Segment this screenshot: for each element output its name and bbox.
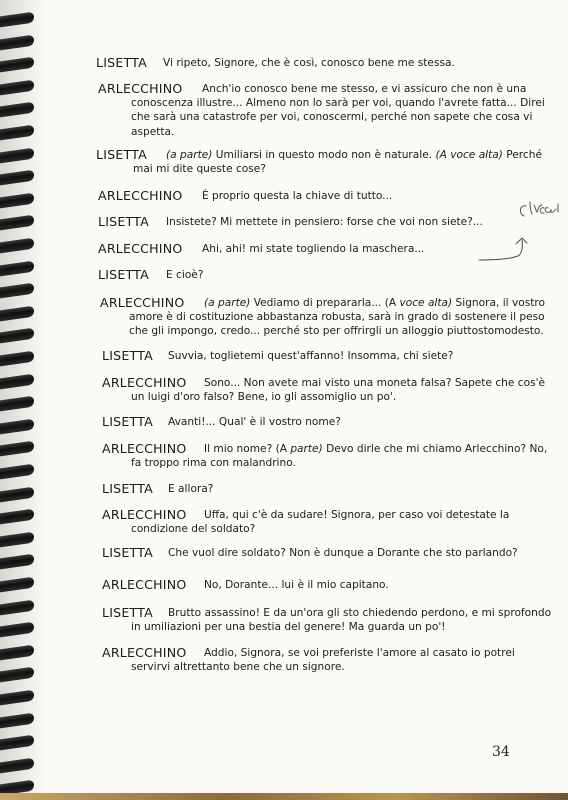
speaker-name: LISETTA — [102, 348, 153, 363]
dialogue-text: Brutto assassino! E da un'ora gli sto chiedendo perdono, e mi sprofondo — [168, 607, 552, 619]
dialogue-line — [166, 215, 483, 229]
speaker-name: ARLECCHINO — [102, 441, 187, 456]
dialogue-text: No, Dorante... lui è il mio capitano. — [204, 579, 389, 591]
stage-direction: voce alta) — [399, 297, 453, 309]
dialogue-line — [204, 376, 545, 390]
dialogue-line — [202, 82, 526, 96]
dialogue-text: Perché — [502, 149, 542, 161]
dialogue-line — [168, 415, 341, 429]
speaker-name: ARLECCHINO — [102, 507, 187, 522]
dialogue-line — [131, 522, 255, 536]
speaker-name: LISETTA — [102, 605, 153, 620]
dialogue-line — [168, 546, 518, 560]
dialogue-line — [204, 646, 515, 660]
stage-direction: (a parte) — [204, 297, 251, 309]
dialogue-line — [204, 508, 509, 522]
speaker-name: LISETTA — [96, 147, 147, 162]
dialogue-text: E allora? — [168, 483, 214, 495]
speaker-name: LISETTA — [102, 481, 153, 496]
dialogue-text: servirvi altrettanto bene che un signore. — [131, 661, 345, 674]
speaker-name: ARLECCHINO — [102, 645, 187, 660]
dialogue-text: Suvvia, toglietemi quest'affanno! Insomma, chi siete? — [168, 350, 454, 362]
dialogue-line — [131, 96, 545, 110]
dialogue-text: Insistete? Mi mettete in pensiero: forse che voi non siete?... — [166, 216, 483, 228]
table-edge — [0, 793, 568, 800]
dialogue-line — [166, 148, 542, 162]
stage-direction: (a parte) — [166, 149, 213, 161]
dialogue-text: Vi ripeto, Signore, che è così, conosco bene me stessa. — [163, 57, 455, 69]
dialogue-text: che sarà una catastrofe per voi, conoscermi, perché non sapete che cosa vi — [131, 111, 533, 124]
dialogue-text: È proprio questa la chiave di tutto... — [202, 190, 393, 202]
speaker-name: ARLECCHINO — [102, 375, 187, 390]
dialogue-text: Avanti!... Qual' è il vostro nome? — [168, 416, 341, 428]
speaker-name: LISETTA — [102, 414, 153, 429]
dialogue-line — [133, 162, 266, 176]
dialogue-text: condizione del soldato? — [131, 523, 256, 536]
dialogue-text: aspetta. — [131, 125, 175, 138]
dialogue-line — [131, 125, 174, 139]
dialogue-text: Anch'io conosco bene me stesso, e vi assicuro che non è una — [202, 83, 527, 95]
dialogue-text: Uffa, qui c'è da sudare! Signora, per caso voi detestate la — [204, 509, 510, 521]
speaker-name: LISETTA — [98, 267, 149, 282]
dialogue-line — [204, 296, 545, 310]
dialogue-line — [131, 620, 446, 634]
dialogue-text: Ahi, ahi! mi state togliendo la maschera... — [202, 243, 425, 255]
dialogue-text: in umiliazioni per una bestia del genere! Ma guarda un po'! — [131, 621, 446, 634]
dialogue-text: Sono... Non avete mai visto una moneta falsa? Sapete che cos'è — [204, 377, 546, 389]
dialogue-line — [131, 660, 345, 674]
dialogue-text: Vediamo di prepararla... (A — [250, 297, 400, 309]
speaker-name: LISETTA — [96, 55, 147, 70]
dialogue-line — [163, 56, 455, 70]
dialogue-text: Il mio nome? (A — [204, 443, 291, 455]
dialogue-line — [131, 456, 296, 470]
dialogue-text: conoscenza illustre... Almeno non lo sarà per voi, quando l'avrete fatta... Direi — [131, 97, 545, 110]
page-number: 34 — [492, 744, 510, 760]
dialogue-line — [202, 242, 424, 256]
dialogue-line — [204, 578, 389, 592]
dialogue-text: fa troppo rima con malandrino. — [131, 457, 296, 470]
dialogue-line — [131, 390, 396, 404]
dialogue-text: un luigi d'oro falso? Bene, io gli assomiglio un po'. — [131, 391, 397, 404]
handwritten-note — [474, 192, 568, 268]
speaker-name: LISETTA — [102, 545, 153, 560]
stage-direction: (A voce alta) — [435, 149, 503, 161]
dialogue-text: E cioè? — [166, 269, 204, 281]
dialogue-line — [166, 268, 203, 282]
stage-direction: parte) — [290, 443, 323, 455]
dialogue-line — [168, 606, 551, 620]
dialogue-text: Che vuol dire soldato? Non è dunque a Dorante che sto parlando? — [168, 547, 518, 559]
dialogue-line — [129, 324, 544, 338]
speaker-name: ARLECCHINO — [98, 241, 183, 256]
speaker-name: ARLECCHINO — [100, 295, 185, 310]
dialogue-line — [168, 482, 213, 496]
speaker-name: ARLECCHINO — [98, 188, 183, 203]
speaker-name: ARLECCHINO — [98, 81, 183, 96]
dialogue-text: mai mi dite queste cose? — [133, 163, 266, 176]
dialogue-text: Devo dirle che mi chiamo Arlecchino? No, — [322, 443, 548, 455]
dialogue-line — [129, 310, 545, 324]
speaker-name: LISETTA — [98, 214, 149, 229]
dialogue-text: Signora, il vostro — [452, 297, 545, 309]
dialogue-text: Umiliarsi in questo modo non è naturale. — [212, 149, 436, 161]
dialogue-text: amore è di costituzione abbastanza robusta, sarà in grado di sostenere il peso — [129, 311, 545, 324]
dialogue-text: Addio, Signora, se voi preferiste l'amore al casato io potrei — [204, 647, 515, 659]
dialogue-line — [202, 189, 392, 203]
speaker-name: ARLECCHINO — [102, 577, 187, 592]
dialogue-line — [168, 349, 453, 363]
dialogue-text: che gli impongo, credo... perché sto per offrirgli un alloggio piuttostomodesto. — [129, 325, 544, 338]
dialogue-line — [131, 110, 532, 124]
dialogue-line — [204, 442, 547, 456]
